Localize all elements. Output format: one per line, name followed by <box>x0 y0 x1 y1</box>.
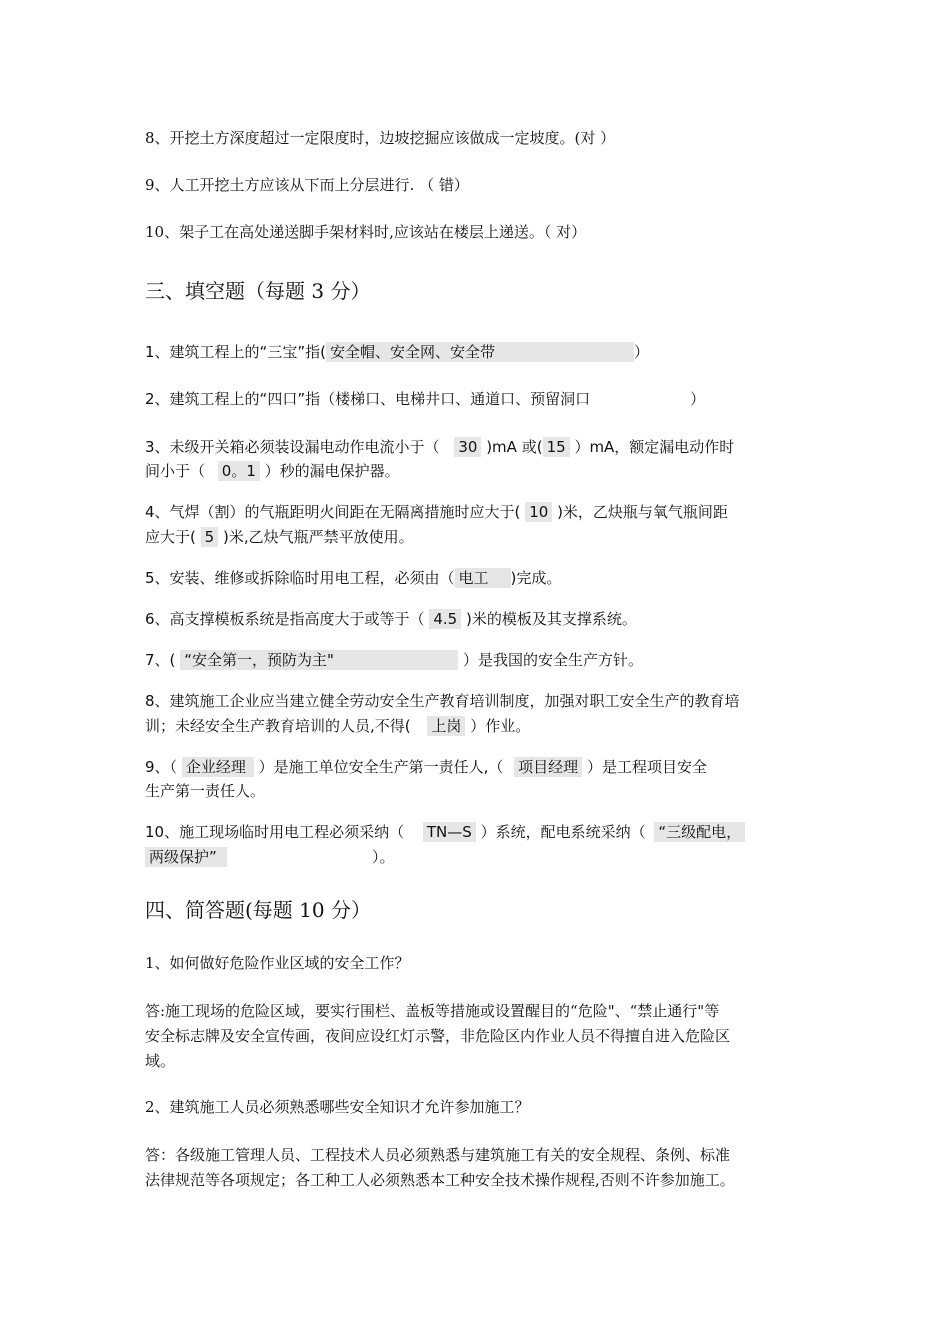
short-answer-q1: 1、如何做好危险作业区域的安全工作？ <box>145 954 410 972</box>
fill-q1-close: ） <box>633 343 649 361</box>
fill-q9-text: 9、（ <box>145 758 178 776</box>
fill-q4-text-2: )米，乙炔瓶与氧气瓶间距 <box>557 503 728 521</box>
fill-q10-text: 10、施工现场临时用电工程必须采纳（ <box>145 823 405 841</box>
fill-q10-answer-1: TN—S <box>423 822 476 842</box>
fill-q3-answer-2: 15 <box>543 437 570 457</box>
judgment-q9: 9、人工开挖土方应该从下而上分层进行. （ 错） <box>145 176 469 194</box>
fill-q4-line2 <box>145 527 414 547</box>
fill-q8-text-2: ）作业。 <box>470 717 531 735</box>
fill-q9-text-3: ）是工程项目安全 <box>586 758 707 776</box>
short-answer-a1-line2: 安全标志牌及安全宣传画，夜间应设红灯示警，非危险区内作业人员不得擅自进入危险区 <box>145 1027 731 1045</box>
fill-q7-answer: “安全第一，预防为主" <box>180 650 458 670</box>
short-answer-a1-line1: 答:施工现场的危险区域，要实行围栏、盖板等措施或设置醒目的“危险"、“禁止通行"等 <box>145 1002 720 1020</box>
fill-q5-answer: 电工 <box>455 568 511 588</box>
fill-q9-line1 <box>145 757 707 777</box>
section3-title: 三、填空题（每题 3 分） <box>145 279 371 303</box>
fill-q4-text: 4、气焊（割）的气瓶距明火间距在无隔离措施时应大于( <box>145 503 521 521</box>
fill-q5-text: 5、安装、维修或拆除临时用电工程，必须由（ <box>145 569 455 587</box>
fill-q9-answer-1: 企业经理 <box>182 757 254 777</box>
fill-q6-text: 6、高支撑模板系统是指高度大于或等于（ <box>145 610 425 628</box>
fill-q4-line1 <box>145 502 728 522</box>
fill-q5 <box>145 568 561 588</box>
fill-q2 <box>145 389 705 409</box>
judgment-q8: 8、开挖土方深度超过一定限度时，边坡挖掘应该做成一定坡度。(对 ） <box>145 129 616 147</box>
fill-q1 <box>145 342 649 362</box>
fill-q8-text: 训；未经安全生产教育培训的人员,不得( <box>145 717 411 735</box>
fill-q7 <box>145 650 643 670</box>
fill-q3-unit: )mA 或( <box>486 438 543 456</box>
fill-q10-line2 <box>145 847 395 867</box>
fill-q10-answer-2b: 两级保护” <box>145 847 227 867</box>
fill-q1-answer: 安全帽、安全网、安全带 <box>326 342 634 362</box>
short-answer-a2-line2: 法律规范等各项规定；各工种工人必须熟悉本工种安全技术操作规程,否则不许参加施工。 <box>145 1171 735 1189</box>
fill-q3-text-3: 间小于（ <box>145 462 206 480</box>
fill-q3-text-2: ）mA，额定漏电动作时 <box>574 438 735 456</box>
fill-q8-line1: 8、建筑施工企业应当建立健全劳动安全生产教育培训制度，加强对职工安全生产的教育培 <box>145 692 740 710</box>
fill-q7-text: 7、( <box>145 651 176 669</box>
fill-q8-line2 <box>145 716 530 736</box>
fill-q4-answer-1: 10 <box>525 502 552 522</box>
fill-q10-text-2: ）系统，配电系统采纳（ <box>480 823 646 841</box>
section4-title: 四、简答题(每题 10 分） <box>145 898 371 922</box>
fill-q2-answer: 楼梯口、电梯井口、通道口、预留洞口 <box>335 390 591 408</box>
fill-q3-text: 3、未级开关箱必须装设漏电动作电流小于（ <box>145 438 440 456</box>
fill-q7-text-2: ）是我国的安全生产方针。 <box>462 651 643 669</box>
fill-q3-line2 <box>145 461 400 481</box>
fill-q6-answer: 4.5 <box>429 609 461 629</box>
short-answer-q2: 2、建筑施工人员必须熟悉哪些安全知识才允许参加施工？ <box>145 1098 530 1116</box>
fill-q9-answer-2: 项目经理 <box>514 757 582 777</box>
fill-q3-line1 <box>145 437 734 457</box>
fill-q3-answer-1: 30 <box>454 437 481 457</box>
fill-q10-text-3: ）。 <box>372 848 395 866</box>
fill-q2-text: 2、建筑工程上的“四口”指（ <box>145 390 336 408</box>
fill-q4-answer-2: 5 <box>201 527 219 547</box>
short-answer-a1-line3: 域。 <box>145 1052 176 1070</box>
fill-q6-text-2: )米的模板及其支撑系统。 <box>465 610 637 628</box>
fill-q1-text: 1、建筑工程上的“三宝”指( <box>145 343 326 361</box>
fill-q8-answer: 上岗 <box>427 716 465 736</box>
fill-q10-line1 <box>145 822 745 842</box>
fill-q10-answer-2a: “三级配电， <box>654 822 745 842</box>
fill-q9-line2: 生产第一责任人。 <box>145 782 266 800</box>
short-answer-a2-line1: 答：各级施工管理人员、工程技术人员必须熟悉与建筑施工有关的安全规程、条例、标准 <box>145 1146 731 1164</box>
fill-q2-close: ） <box>690 390 706 408</box>
fill-q6 <box>145 609 637 629</box>
fill-q4-text-4: )米,乙炔气瓶严禁平放使用。 <box>222 528 414 546</box>
fill-q3-text-4: ）秒的漏电保护器。 <box>264 462 400 480</box>
fill-q4-text-3: 应大于( <box>145 528 196 546</box>
judgment-q10: 10、架子工在高处递送脚手架材料时,应该站在楼层上递送。（ 对） <box>145 223 587 241</box>
fill-q3-answer-3: 0。1 <box>218 461 260 481</box>
fill-q5-text-2: )完成。 <box>510 569 562 587</box>
fill-q9-text-2: ）是施工单位安全生产第一责任人,（ <box>258 758 504 776</box>
